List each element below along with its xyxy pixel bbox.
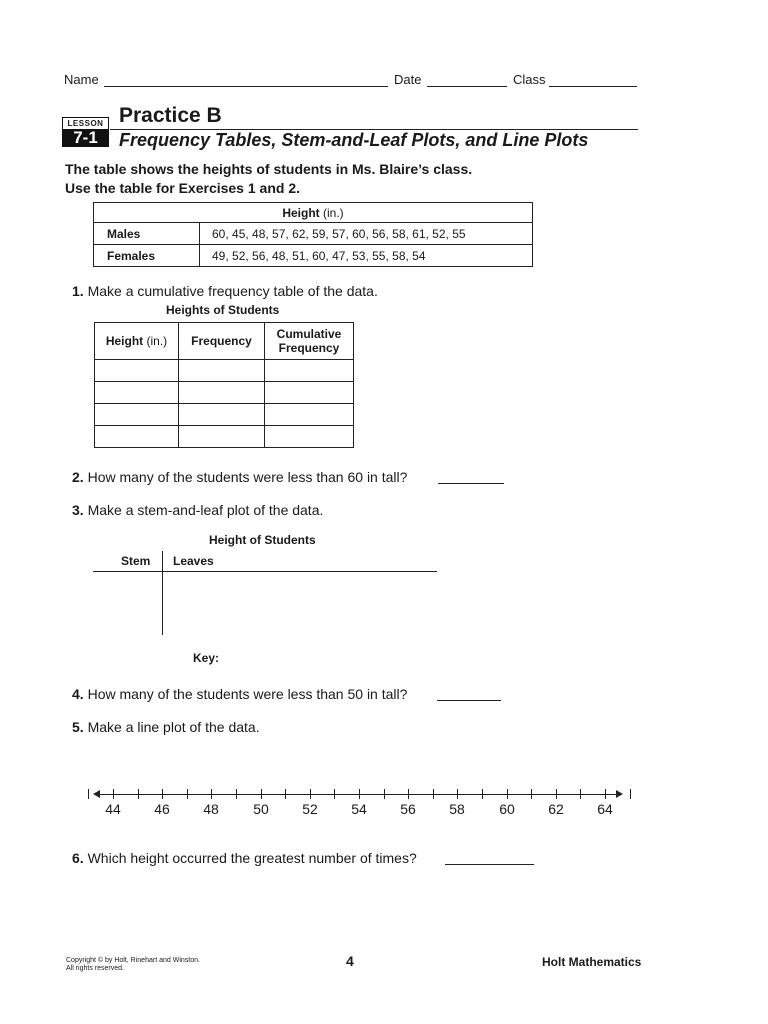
answer-2-field[interactable] (438, 483, 504, 484)
leaves-header: Leaves (173, 554, 214, 568)
name-field[interactable] (104, 86, 388, 87)
table-cell[interactable] (265, 382, 354, 404)
number-line-tick (334, 789, 335, 799)
question-5 (72, 719, 260, 735)
table-row[interactable] (95, 360, 354, 382)
copyright-line-1: Copyright © by Holt, Rinehart and Winston. (66, 957, 200, 964)
number-line-right-arrow (616, 790, 623, 798)
number-line-tick (556, 789, 557, 799)
number-line-tick (531, 789, 532, 799)
number-line-tick (580, 789, 581, 799)
number-line-axis (96, 794, 617, 795)
stem-leaf-horizontal-line (93, 571, 437, 572)
number-line-label: 62 (548, 801, 564, 817)
table-cell[interactable] (179, 404, 265, 426)
key-label: Key: (193, 651, 220, 665)
copyright-line-2: All rights reserved. (66, 965, 124, 972)
page-subtitle: Frequency Tables, Stem-and-Leaf Plots, and Line Plots (119, 130, 589, 150)
number-line-tick (482, 789, 483, 799)
table-row[interactable] (95, 404, 354, 426)
number-line-tick (285, 789, 286, 799)
table-cell[interactable] (95, 382, 179, 404)
question-2 (72, 469, 407, 485)
question-6 (72, 850, 417, 866)
table-cell[interactable] (179, 382, 265, 404)
number-line-label: 64 (597, 801, 613, 817)
stem-header: Stem (121, 554, 151, 568)
question-2-number: 2. (72, 469, 84, 485)
number-line-label: 50 (253, 801, 269, 817)
question-1 (72, 283, 378, 299)
table-row[interactable] (95, 426, 354, 448)
publisher-name: Holt Mathematics (542, 955, 642, 969)
number-line-tick (630, 789, 631, 799)
lesson-number: 7-1 (62, 129, 109, 147)
table-row (94, 245, 533, 267)
answer-6-field[interactable] (445, 864, 534, 865)
height-data-table (93, 202, 533, 267)
number-line-tick (187, 789, 188, 799)
freq-table-title: Heights of Students (166, 303, 280, 317)
question-6-number: 6. (72, 850, 84, 866)
question-3-text: Make a stem-and-leaf plot of the data. (87, 502, 324, 518)
number-line-tick (384, 789, 385, 799)
data-table-header-unit: (in.) (319, 205, 344, 220)
lesson-badge (62, 117, 109, 147)
number-line-label: 58 (449, 801, 465, 817)
number-line-label: 48 (203, 801, 219, 817)
lesson-label: LESSON (62, 117, 109, 130)
table-cell[interactable] (95, 404, 179, 426)
stem-leaf-title: Height of Students (209, 533, 316, 547)
row-label-males: Males (94, 223, 200, 245)
copyright-notice (66, 957, 200, 973)
freq-col-cumulative-line1: Cumulative (276, 327, 342, 341)
number-line-tick (211, 789, 212, 799)
question-3-number: 3. (72, 502, 84, 518)
question-1-number: 1. (72, 283, 84, 299)
question-4-text: How many of the students were less than 50 in tall? (87, 686, 408, 702)
table-cell[interactable] (179, 426, 265, 448)
freq-col-height-unit: (in.) (143, 334, 168, 348)
table-cell[interactable] (265, 426, 354, 448)
stem-leaf-area[interactable] (94, 573, 436, 635)
number-line-label: 54 (351, 801, 367, 817)
number-line-label: 44 (105, 801, 121, 817)
number-line-tick (88, 789, 89, 799)
number-line-tick (408, 789, 409, 799)
table-row (94, 223, 533, 245)
freq-col-frequency: Frequency (179, 323, 265, 360)
number-line-tick (359, 789, 360, 799)
row-label-females: Females (94, 245, 200, 267)
table-cell[interactable] (95, 360, 179, 382)
number-line-tick (457, 789, 458, 799)
row-values-males: 60, 45, 48, 57, 62, 59, 57, 60, 56, 58, 61, 52, 55 (200, 223, 533, 245)
question-5-number: 5. (72, 719, 84, 735)
number-line-tick (433, 789, 434, 799)
table-row[interactable] (95, 382, 354, 404)
page-title: Practice B (119, 104, 222, 127)
question-4-number: 4. (72, 686, 84, 702)
page-number: 4 (346, 953, 354, 969)
date-label: Date (394, 72, 422, 87)
class-field[interactable] (549, 86, 637, 87)
question-1-text: Make a cumulative frequency table of the data. (87, 283, 378, 299)
question-3 (72, 502, 323, 518)
number-line-tick (162, 789, 163, 799)
number-line-label: 52 (302, 801, 318, 817)
class-label: Class (513, 72, 546, 87)
number-line-label: 46 (154, 801, 170, 817)
number-line-label: 60 (499, 801, 515, 817)
data-table-header (94, 203, 533, 223)
table-cell[interactable] (265, 404, 354, 426)
freq-col-height-label: Height (105, 334, 144, 348)
number-line-label: 56 (400, 801, 416, 817)
intro-line-2: Use the table for Exercises 1 and 2. (65, 180, 300, 196)
freq-col-height (95, 323, 179, 360)
name-label: Name (64, 72, 99, 87)
number-line-left-arrow (93, 790, 100, 798)
freq-col-cumulative-line2: Frequency (278, 341, 340, 355)
table-cell[interactable] (179, 360, 265, 382)
number-line-tick (138, 789, 139, 799)
number-line-tick (507, 789, 508, 799)
question-6-text: Which height occurred the greatest number of times? (87, 850, 417, 866)
data-table-header-label: Height (282, 205, 320, 220)
question-4 (72, 686, 407, 702)
date-field[interactable] (427, 86, 507, 87)
intro-line-1: The table shows the heights of students in Ms. Blaire’s class. (65, 161, 473, 177)
number-line-tick (113, 789, 114, 799)
number-line-tick (605, 789, 606, 799)
number-line-tick (236, 789, 237, 799)
question-5-text: Make a line plot of the data. (87, 719, 260, 735)
cumulative-frequency-table (94, 322, 354, 448)
number-line-tick (261, 789, 262, 799)
freq-col-cumulative (265, 323, 354, 360)
answer-4-field[interactable] (437, 700, 501, 701)
row-values-females: 49, 52, 56, 48, 51, 60, 47, 53, 55, 58, 54 (200, 245, 533, 267)
number-line-tick (310, 789, 311, 799)
table-cell[interactable] (95, 426, 179, 448)
table-cell[interactable] (265, 360, 354, 382)
question-2-text: How many of the students were less than 60 in tall? (87, 469, 408, 485)
